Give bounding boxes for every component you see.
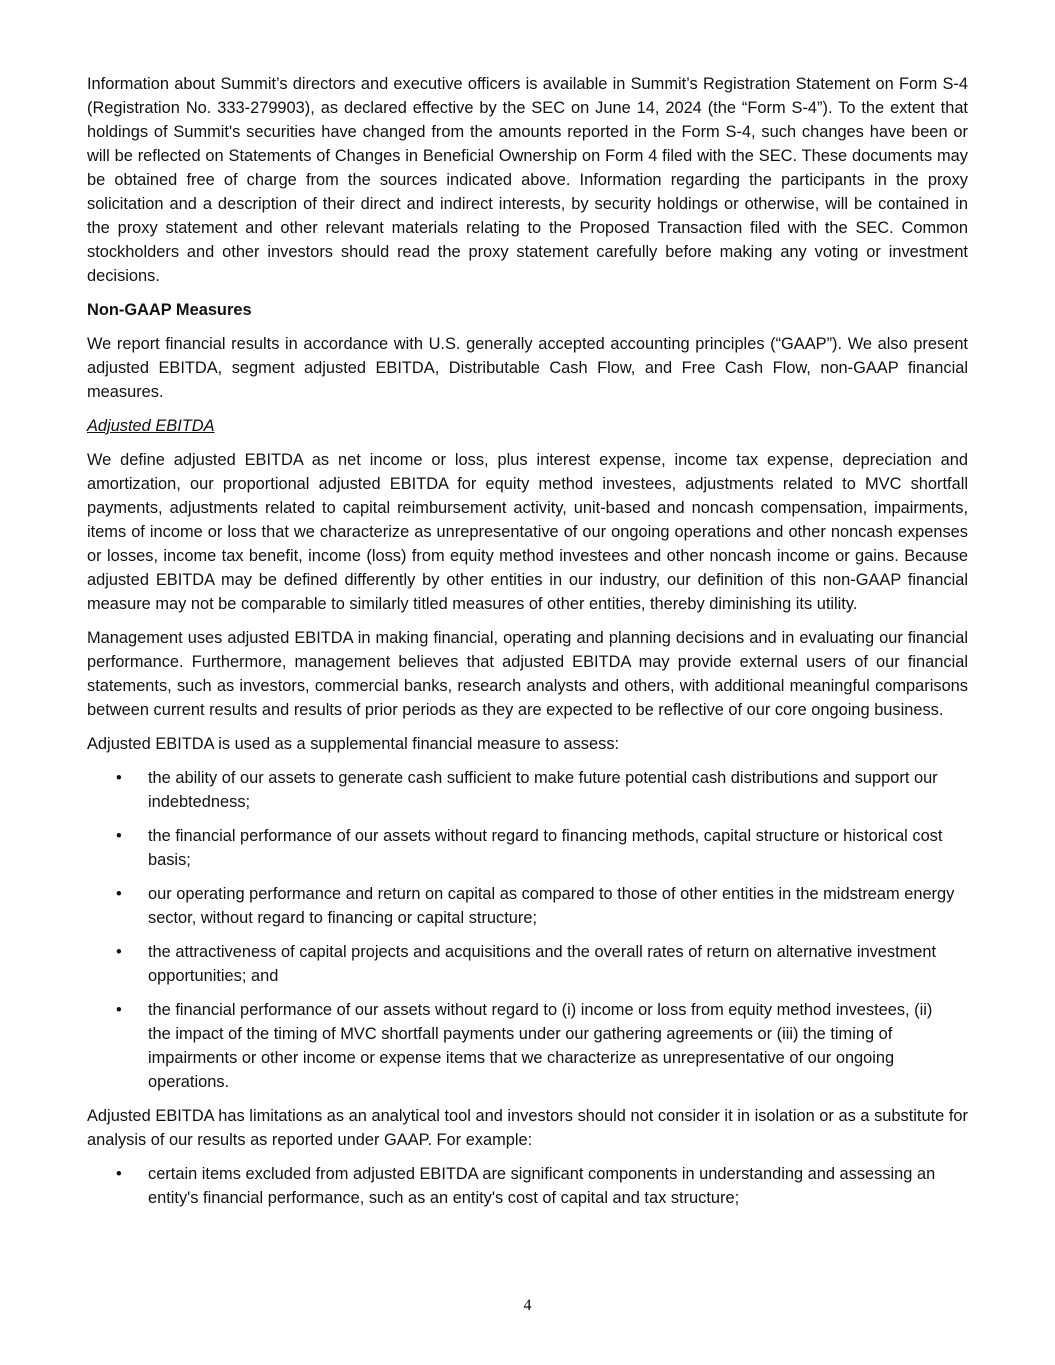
bullet-icon: • xyxy=(116,943,122,961)
list-item-text: our operating performance and return on capital as compared to those of other entities in the midstream energy sector, without regard to financing or capital structure; xyxy=(148,885,955,927)
list-item-text: the financial performance of our assets without regard to financing methods, capital structure or historical cost basis; xyxy=(148,827,943,869)
list-item xyxy=(87,998,968,1094)
assess-bullet-list xyxy=(87,766,968,1094)
bullet-icon: • xyxy=(116,769,122,787)
limitations-intro-paragraph: Adjusted EBITDA has limitations as an analytical tool and investors should not consider it in isolation or as a substitute for analysis of our results as reported under GAAP. For example: xyxy=(87,1107,968,1149)
list-item xyxy=(87,882,968,930)
participants-paragraph: Information about Summit’s directors and executive officers is available in Summit’s Registration Statement on Form S-4 (Registration No. 333-279903), as declared effective by the SEC on June 14, 2024 (the “Form S-4”). To the extent that holdings of Summit's securities have changed from the amounts reported in the Form S-4, such changes have been or will be reflected on Statements of Changes in Beneficial Ownership on Form 4 filed with the SEC. These documents may be obtained free of charge from the sources indicated above. Information regarding the participants in the proxy solicitation and a description of their direct and indirect interests, by security holdings or otherwise, will be contained in the proxy statement and other relevant materials relating to the Proposed Transaction filed with the SEC. Common stockholders and other investors should read the proxy statement carefully before making any voting or investment decisions. xyxy=(87,75,968,285)
page-number: 4 xyxy=(523,1297,532,1314)
list-item-text: the attractiveness of capital projects and acquisitions and the overall rates of return on alternative investment opportunities; and xyxy=(148,943,937,985)
list-item xyxy=(87,1162,968,1210)
bullet-icon: • xyxy=(116,1165,122,1183)
bullet-icon: • xyxy=(116,1001,122,1019)
non-gaap-heading: Non-GAAP Measures xyxy=(87,301,252,319)
management-use-paragraph: Management uses adjusted EBITDA in making financial, operating and planning decisions and in evaluating our financial performance. Furthermore, management believes that adjusted EBITDA may provide external users of our financial statements, such as investors, commercial banks, research analysts and others, with additional meaningful comparisons between current results and results of prior periods as they are expected to be reflective of our core ongoing business. xyxy=(87,629,968,719)
non-gaap-intro-paragraph: We report financial results in accordance with U.S. generally accepted accounting principles (“GAAP”). We also present adjusted EBITDA, segment adjusted EBITDA, Distributable Cash Flow, and Free Cash Flow, non-GAAP financial measures. xyxy=(87,335,968,401)
list-item-text: the ability of our assets to generate cash sufficient to make future potential cash distributions and support our indebtedness; xyxy=(148,769,938,811)
list-item-text: the financial performance of our assets without regard to (i) income or loss from equity method investees, (ii) the impact of the timing of MVC shortfall payments under our gathering agreements or (iii) the timing of impairments or other income or expense items that we characterize as unrepresentative of our ongoing operations. xyxy=(148,1001,933,1091)
adjusted-ebitda-subheading: Adjusted EBITDA xyxy=(87,417,215,435)
list-item-text: certain items excluded from adjusted EBITDA are significant components in understanding and assessing an entity's financial performance, such as an entity's cost of capital and tax structure; xyxy=(148,1165,936,1207)
list-item xyxy=(87,766,968,814)
assess-intro-paragraph: Adjusted EBITDA is used as a supplemental financial measure to assess: xyxy=(87,735,620,753)
list-item xyxy=(87,940,968,988)
bullet-icon: • xyxy=(116,885,122,903)
adjusted-ebitda-definition-paragraph: We define adjusted EBITDA as net income or loss, plus interest expense, income tax expense, depreciation and amortization, our proportional adjusted EBITDA for equity method investees, adjustments related to MVC shortfall payments, adjustments related to capital reimbursement activity, unit-based and noncash compensation, impairments, items of income or loss that we characterize as unrepresentative of our ongoing operations and other noncash expenses or losses, income tax benefit, income (loss) from equity method investees and other noncash income or gains. Because adjusted EBITDA may be defined differently by other entities in our industry, our definition of this non-GAAP financial measure may not be comparable to similarly titled measures of other entities, thereby diminishing its utility. xyxy=(87,451,968,613)
limitations-bullet-list xyxy=(87,1162,968,1210)
bullet-icon: • xyxy=(116,827,122,845)
list-item xyxy=(87,824,968,872)
